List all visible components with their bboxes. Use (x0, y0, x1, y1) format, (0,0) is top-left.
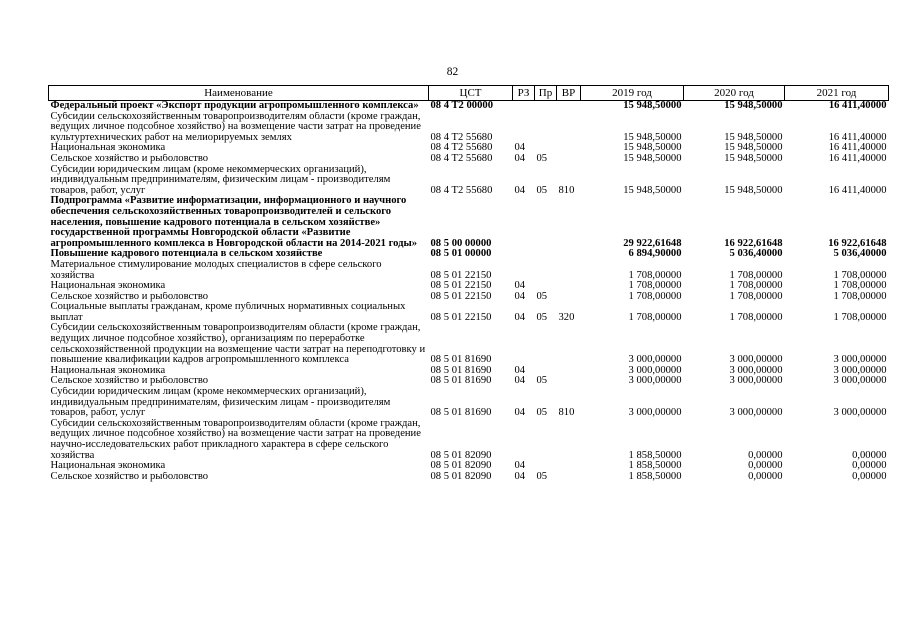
row-2021: 16 411,40000 (828, 100, 887, 111)
row-2019: 15 948,50000 (623, 100, 682, 111)
row-pr: 05 (536, 291, 548, 302)
row-vr (557, 260, 581, 281)
row-2020: 15 948,50000 (724, 184, 783, 196)
row-2019: 3 000,00000 (628, 376, 682, 387)
row-cst: 08 4 T2 00000 (430, 100, 493, 111)
row-rz: 04 (514, 471, 526, 482)
row-2021: 3 000,00000 (833, 354, 887, 366)
row-2020: 1 708,00000 (729, 311, 783, 323)
table-row (49, 143, 889, 154)
row-2021: 1 708,00000 (833, 281, 887, 292)
row-2021: 0,00000 (852, 461, 887, 472)
table-row (49, 196, 889, 249)
header-2020: 2020 год (684, 86, 785, 101)
row-pr: 05 (536, 311, 548, 323)
row-cst: 08 5 01 81690 (430, 376, 492, 387)
row-rz: 04 (514, 407, 526, 419)
row-name: Субсидии сельскохозяйственным товаропроизводителям области (кроме граждан, ведущих личное подсобное хозяйство) на возмещение части затрат на проведение культуртехнических работ на мелиорируемых землях (50, 111, 421, 143)
row-2019: 6 894,90000 (628, 249, 682, 260)
row-rz: 04 (514, 281, 526, 292)
row-rz: 04 (514, 153, 526, 164)
row-rz: 04 (514, 291, 526, 302)
row-vr (557, 472, 581, 483)
row-2021: 16 411,40000 (828, 153, 887, 164)
row-vr (557, 461, 581, 472)
row-2019: 1 858,50000 (628, 461, 682, 472)
row-2020: 0,00000 (748, 471, 783, 482)
row-2020: 0,00000 (748, 449, 783, 461)
header-2021: 2021 год (785, 86, 889, 101)
row-rz (513, 419, 535, 461)
budget-table (48, 85, 889, 482)
header-name: Наименование (49, 86, 429, 101)
row-rz: 04 (514, 311, 526, 323)
row-2020: 5 036,40000 (729, 249, 783, 260)
table-row (49, 101, 889, 112)
table-row (49, 461, 889, 472)
row-name: Национальная экономика (50, 365, 166, 376)
row-vr (557, 154, 581, 165)
table-row (49, 376, 889, 387)
row-2020: 15 948,50000 (724, 153, 783, 164)
table-row (49, 165, 889, 197)
row-name: Сельское хозяйство и рыболовство (50, 291, 209, 302)
row-name: Национальная экономика (50, 461, 166, 472)
row-2021: 3 000,00000 (833, 407, 887, 419)
row-pr (535, 323, 557, 365)
row-cst: 08 5 01 81690 (430, 365, 492, 376)
row-cst: 08 4 T2 55680 (430, 143, 493, 154)
row-pr (535, 461, 557, 472)
row-2020: 16 922,61648 (724, 237, 783, 249)
row-2019: 3 000,00000 (628, 354, 682, 366)
row-pr (535, 143, 557, 154)
row-vr (557, 419, 581, 461)
table-row (49, 419, 889, 461)
row-2021: 3 000,00000 (833, 365, 887, 376)
row-2019: 1 708,00000 (628, 311, 682, 323)
row-cst: 08 4 T2 55680 (430, 131, 493, 143)
table-row (49, 281, 889, 292)
row-2019: 15 948,50000 (623, 143, 682, 154)
row-pr (535, 101, 557, 112)
row-cst: 08 5 01 82090 (430, 461, 492, 472)
row-rz (513, 112, 535, 144)
row-pr (535, 112, 557, 144)
row-name: Субсидии юридическим лицам (кроме некоммерческих организаций), индивидуальным предпринимателям, физическим лицам - производителям товаров, работ, услуг (50, 387, 391, 419)
row-pr: 05 (536, 471, 548, 482)
table-row (49, 323, 889, 365)
row-name: Повышение кадрового потенциала в сельском хозяйстве (50, 249, 323, 260)
header-cst: ЦСТ (429, 86, 513, 101)
row-2020: 1 708,00000 (729, 269, 783, 281)
table-header (49, 86, 889, 101)
row-vr (557, 281, 581, 292)
row-pr: 05 (536, 407, 548, 419)
row-2021: 16 411,40000 (828, 184, 887, 196)
row-2020: 1 708,00000 (729, 291, 783, 302)
row-cst: 08 5 01 81690 (430, 354, 492, 366)
row-2019: 15 948,50000 (623, 131, 682, 143)
table-row (49, 292, 889, 303)
row-2020: 3 000,00000 (729, 376, 783, 387)
header-vr: ВР (557, 86, 581, 101)
row-2021: 5 036,40000 (833, 249, 887, 260)
row-vr (557, 196, 581, 249)
row-name: Сельское хозяйство и рыболовство (50, 153, 209, 164)
row-2021: 16 411,40000 (828, 143, 887, 154)
table-body (49, 101, 889, 483)
table-row (49, 112, 889, 144)
row-pr (535, 196, 557, 249)
row-vr (557, 376, 581, 387)
row-2020: 15 948,50000 (724, 131, 783, 143)
row-pr (535, 281, 557, 292)
row-2020: 3 000,00000 (729, 407, 783, 419)
row-2020: 3 000,00000 (729, 354, 783, 366)
row-name: Национальная экономика (50, 143, 166, 154)
page-number: 82 (446, 66, 459, 78)
row-2020: 0,00000 (748, 461, 783, 472)
row-2020: 15 948,50000 (724, 143, 783, 154)
row-2019: 1 858,50000 (628, 449, 682, 461)
table-row (49, 302, 889, 323)
row-pr: 05 (536, 184, 548, 196)
row-vr: 810 (558, 184, 575, 196)
row-2019: 3 000,00000 (628, 407, 682, 419)
row-rz (513, 196, 535, 249)
row-rz (513, 260, 535, 281)
row-vr (557, 323, 581, 365)
header-pr: Пр (535, 86, 557, 101)
row-name: Сельское хозяйство и рыболовство (50, 376, 209, 387)
row-vr (557, 366, 581, 377)
row-2021: 16 922,61648 (828, 237, 887, 249)
row-vr (557, 292, 581, 303)
row-rz: 04 (514, 184, 526, 196)
row-name: Материальное стимулирование молодых специалистов в сфере сельского хозяйства (50, 259, 382, 281)
row-2021: 3 000,00000 (833, 376, 887, 387)
row-cst: 08 5 01 22150 (430, 311, 492, 323)
row-cst: 08 5 01 82090 (430, 449, 492, 461)
row-cst: 08 5 01 82090 (430, 471, 492, 482)
row-cst: 08 5 01 00000 (430, 249, 492, 260)
row-2021: 1 708,00000 (833, 291, 887, 302)
row-name: Субсидии юридическим лицам (кроме некоммерческих организаций), индивидуальным предпринимателям, физическим лицам - производителям товаров, работ, услуг (50, 164, 391, 196)
table-row (49, 249, 889, 260)
row-2019: 15 948,50000 (623, 153, 682, 164)
row-vr (557, 112, 581, 144)
row-2020: 3 000,00000 (729, 365, 783, 376)
row-2019: 1 708,00000 (628, 281, 682, 292)
row-2021: 0,00000 (852, 471, 887, 482)
row-name: Федеральный проект «Экспорт продукции агропромышленного комплекса» (50, 100, 419, 111)
row-name: Национальная экономика (50, 281, 166, 292)
row-rz: 04 (514, 461, 526, 472)
row-vr: 320 (558, 311, 575, 323)
row-pr: 05 (536, 376, 548, 387)
row-cst: 08 4 T2 55680 (430, 153, 493, 164)
row-2021: 1 708,00000 (833, 311, 887, 323)
row-vr: 810 (558, 407, 575, 419)
row-2020: 15 948,50000 (724, 100, 783, 111)
row-name: Социальные выплаты гражданам, кроме публичных нормативных социальных выплат (50, 302, 406, 323)
table-row (49, 366, 889, 377)
row-2019: 29 922,61648 (623, 237, 682, 249)
row-rz: 04 (514, 143, 526, 154)
row-name: Субсидии сельскохозяйственным товаропроизводителям области (кроме граждан, ведущих личное подсобное хозяйство) на возмещение части затрат на проведение научно-исследовательских работ прикладного характера в сфере сельского хозяйства (50, 418, 421, 461)
row-pr (535, 249, 557, 260)
row-name: Сельское хозяйство и рыболовство (50, 471, 209, 482)
row-2021: 0,00000 (852, 449, 887, 461)
row-cst: 08 5 01 22150 (430, 291, 492, 302)
row-vr (557, 249, 581, 260)
row-cst: 08 5 01 81690 (430, 407, 492, 419)
table-row (49, 472, 889, 483)
row-rz (513, 323, 535, 365)
table-row (49, 260, 889, 281)
table-row (49, 154, 889, 165)
row-pr (535, 366, 557, 377)
table-row (49, 387, 889, 419)
row-rz (513, 101, 535, 112)
row-cst: 08 5 00 00000 (430, 237, 492, 249)
row-pr (535, 419, 557, 461)
row-2019: 1 708,00000 (628, 291, 682, 302)
row-rz: 04 (514, 376, 526, 387)
row-cst: 08 5 01 22150 (430, 281, 492, 292)
row-vr (557, 143, 581, 154)
row-cst: 08 4 T2 55680 (430, 184, 493, 196)
header-rz: РЗ (513, 86, 535, 101)
row-rz (513, 249, 535, 260)
header-2019: 2019 год (581, 86, 684, 101)
row-2019: 15 948,50000 (623, 184, 682, 196)
row-2021: 1 708,00000 (833, 269, 887, 281)
row-pr (535, 260, 557, 281)
row-2019: 1 708,00000 (628, 269, 682, 281)
row-2019: 1 858,50000 (628, 471, 682, 482)
row-2019: 3 000,00000 (628, 365, 682, 376)
row-name: Подпрограмма «Развитие информатизации, информационного и научного обеспечения сельскохозяйственных товаропроизводителей и сельского населения, повышение кадрового потенциала в сельском хозяйстве» государственной программы Новгородской области «Развитие агропромышленного комплекса в Новгородской области на 2014-2021 годы» (50, 196, 418, 249)
row-2020: 1 708,00000 (729, 281, 783, 292)
row-pr: 05 (536, 153, 548, 164)
row-rz: 04 (514, 365, 526, 376)
row-name: Субсидии сельскохозяйственным товаропроизводителям области (кроме граждан, ведущих личное подсобное хозяйство), организациям по переработке сельскохозяйственной продукции на возмещение части затрат на переподготовку и повышение квалификации кадров агропромышленного комплекса (50, 323, 426, 366)
row-cst: 08 5 01 22150 (430, 269, 492, 281)
row-vr (557, 101, 581, 112)
row-2021: 16 411,40000 (828, 131, 887, 143)
